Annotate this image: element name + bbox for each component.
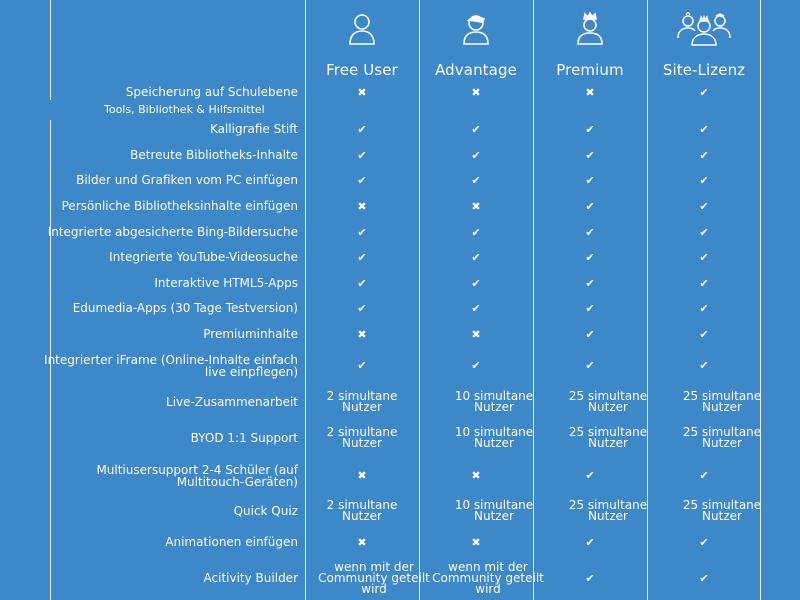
check-icon: ✔ xyxy=(699,301,709,315)
feature-cell xyxy=(533,123,647,135)
cross-icon: ✖ xyxy=(357,85,367,99)
column-header-free xyxy=(305,0,419,84)
section-label: Tools, Bibliothek & Hilfsmittel xyxy=(104,103,265,116)
check-icon: ✔ xyxy=(585,301,595,315)
feature-cell xyxy=(305,359,419,371)
feature-label: Bilder und Grafiken vom PC einfügen xyxy=(76,173,298,187)
cross-icon: ✖ xyxy=(357,327,367,341)
feature-cell xyxy=(305,226,419,238)
feature-cell xyxy=(647,277,761,289)
feature-cell xyxy=(533,277,647,289)
feature-label: Interaktive HTML5-Apps xyxy=(154,276,298,290)
feature-cell xyxy=(305,200,419,212)
user-icon xyxy=(347,12,377,50)
feature-label: Kalligrafie Stift xyxy=(209,122,298,136)
feature-label: Betreute Bibliotheks-Inhalte xyxy=(130,148,298,162)
feature-cell xyxy=(647,469,761,481)
check-icon: ✔ xyxy=(699,327,709,341)
grid-line-left-top xyxy=(50,0,51,100)
check-icon: ✔ xyxy=(585,199,595,213)
feature-cell xyxy=(533,572,647,584)
feature-label: BYOD 1:1 Support xyxy=(190,431,298,445)
check-icon: ✔ xyxy=(699,571,709,585)
feature-cell xyxy=(533,226,647,238)
feature-cell xyxy=(419,302,533,314)
cross-icon: ✖ xyxy=(471,468,481,482)
feature-label: Integrierter iFrame (Online-Inhalte einfach live einpflegen) xyxy=(44,353,298,379)
feature-cell-text: wenn mit der Community geteilt wird xyxy=(318,559,430,596)
check-icon: ✔ xyxy=(585,122,595,136)
feature-label: Animationen einfügen xyxy=(165,535,298,549)
feature-cell xyxy=(305,251,419,263)
check-icon: ✔ xyxy=(357,122,367,136)
feature-cell-text: 10 simultane Nutzer xyxy=(454,498,534,523)
user-cap-icon xyxy=(461,12,491,50)
cross-icon: ✖ xyxy=(357,468,367,482)
check-icon: ✔ xyxy=(585,468,595,482)
feature-cell xyxy=(419,200,533,212)
feature-cell-text: 2 simultane Nutzer xyxy=(326,425,398,450)
check-icon: ✔ xyxy=(699,250,709,264)
check-icon: ✔ xyxy=(699,468,709,482)
feature-cell xyxy=(419,174,533,186)
check-icon: ✔ xyxy=(699,122,709,136)
check-icon: ✔ xyxy=(357,301,367,315)
check-icon: ✔ xyxy=(357,250,367,264)
check-icon: ✔ xyxy=(699,85,709,99)
cross-icon: ✖ xyxy=(471,535,481,549)
feature-label: Integrierte abgesicherte Bing-Bildersuche xyxy=(47,225,298,239)
feature-label: Acitivity Builder xyxy=(203,571,298,585)
feature-cell xyxy=(647,536,761,548)
check-icon: ✔ xyxy=(471,122,481,136)
feature-cell xyxy=(647,359,761,371)
feature-cell xyxy=(533,149,647,161)
feature-cell xyxy=(533,469,647,481)
feature-cell xyxy=(419,359,533,371)
feature-cell-text: 2 simultane Nutzer xyxy=(326,389,398,414)
feature-cell xyxy=(647,302,761,314)
feature-cell-text: wenn mit der Community geteilt wird xyxy=(432,559,544,596)
feature-cell xyxy=(533,328,647,340)
feature-cell-text: 25 simultane Nutzer xyxy=(568,498,648,523)
feature-cell-text: 25 simultane Nutzer xyxy=(682,389,762,414)
feature-cell xyxy=(533,536,647,548)
check-icon: ✔ xyxy=(471,276,481,290)
check-icon: ✔ xyxy=(471,301,481,315)
check-icon: ✔ xyxy=(585,148,595,162)
column-title: Free User xyxy=(326,61,398,79)
feature-cell xyxy=(419,226,533,238)
feature-cell xyxy=(419,251,533,263)
feature-cell xyxy=(647,572,761,584)
check-icon: ✔ xyxy=(471,225,481,239)
check-icon: ✔ xyxy=(585,535,595,549)
feature-label: Quick Quiz xyxy=(233,504,298,518)
check-icon: ✔ xyxy=(585,276,595,290)
feature-cell xyxy=(533,302,647,314)
feature-label: Edumedia-Apps (30 Tage Testversion) xyxy=(72,301,298,315)
column-title: Premium xyxy=(556,61,624,79)
feature-cell xyxy=(533,86,647,98)
column-header-site xyxy=(647,0,761,84)
cross-icon: ✖ xyxy=(471,327,481,341)
check-icon: ✔ xyxy=(585,571,595,585)
feature-cell xyxy=(305,328,419,340)
check-icon: ✔ xyxy=(357,358,367,372)
check-icon: ✔ xyxy=(357,276,367,290)
check-icon: ✔ xyxy=(699,148,709,162)
feature-cell xyxy=(419,469,533,481)
feature-label: Multiusersupport 2-4 Schüler (auf Multitouch-Geräten) xyxy=(96,463,298,489)
feature-cell xyxy=(647,174,761,186)
cross-icon: ✖ xyxy=(471,85,481,99)
feature-cell-text: 25 simultane Nutzer xyxy=(568,389,648,414)
feature-cell xyxy=(647,226,761,238)
check-icon: ✔ xyxy=(585,250,595,264)
check-icon: ✔ xyxy=(699,225,709,239)
feature-cell xyxy=(647,200,761,212)
feature-cell xyxy=(305,277,419,289)
feature-label: Live-Zusammenarbeit xyxy=(166,395,298,409)
cross-icon: ✖ xyxy=(357,535,367,549)
column-title: Advantage xyxy=(435,61,517,79)
check-icon: ✔ xyxy=(471,250,481,264)
check-icon: ✔ xyxy=(357,173,367,187)
feature-cell xyxy=(647,123,761,135)
check-icon: ✔ xyxy=(585,327,595,341)
feature-cell xyxy=(647,149,761,161)
check-icon: ✔ xyxy=(699,199,709,213)
feature-cell xyxy=(533,251,647,263)
feature-cell xyxy=(647,328,761,340)
check-icon: ✔ xyxy=(471,173,481,187)
feature-cell-text: 25 simultane Nutzer xyxy=(682,425,762,450)
column-title: Site-Lizenz xyxy=(662,61,746,79)
feature-cell xyxy=(533,359,647,371)
feature-cell-text: 25 simultane Nutzer xyxy=(682,498,762,523)
feature-cell xyxy=(305,302,419,314)
feature-cell xyxy=(419,328,533,340)
feature-cell-text: 10 simultane Nutzer xyxy=(454,425,534,450)
check-icon: ✔ xyxy=(357,148,367,162)
check-icon: ✔ xyxy=(699,173,709,187)
feature-cell-text: 10 simultane Nutzer xyxy=(454,389,534,414)
column-header-premium xyxy=(533,0,647,84)
feature-label: Premiuminhalte xyxy=(203,327,298,341)
feature-label: Integrierte YouTube-Videosuche xyxy=(109,250,298,264)
feature-cell xyxy=(419,536,533,548)
feature-cell xyxy=(305,536,419,548)
check-icon: ✔ xyxy=(585,225,595,239)
check-icon: ✔ xyxy=(471,358,481,372)
feature-cell xyxy=(419,149,533,161)
check-icon: ✔ xyxy=(585,358,595,372)
check-icon: ✔ xyxy=(585,173,595,187)
feature-cell xyxy=(533,174,647,186)
users-group-icon xyxy=(676,12,732,50)
feature-label: Persönliche Bibliotheksinhalte einfügen xyxy=(61,199,298,213)
feature-cell xyxy=(419,86,533,98)
check-icon: ✔ xyxy=(471,148,481,162)
cross-icon: ✖ xyxy=(471,199,481,213)
feature-label: Speicherung auf Schulebene xyxy=(125,85,298,99)
cross-icon: ✖ xyxy=(585,85,595,99)
column-header-advantage xyxy=(419,0,533,84)
check-icon: ✔ xyxy=(699,535,709,549)
feature-cell xyxy=(533,200,647,212)
feature-cell-text: 2 simultane Nutzer xyxy=(326,498,398,523)
feature-cell xyxy=(419,123,533,135)
feature-cell xyxy=(305,149,419,161)
check-icon: ✔ xyxy=(699,358,709,372)
check-icon: ✔ xyxy=(357,225,367,239)
feature-cell xyxy=(305,469,419,481)
feature-cell xyxy=(305,123,419,135)
feature-cell xyxy=(419,277,533,289)
feature-cell xyxy=(647,86,761,98)
feature-cell xyxy=(647,251,761,263)
feature-cell xyxy=(305,86,419,98)
user-crown-icon xyxy=(575,12,605,50)
check-icon: ✔ xyxy=(699,276,709,290)
feature-cell xyxy=(305,174,419,186)
feature-cell-text: 25 simultane Nutzer xyxy=(568,425,648,450)
cross-icon: ✖ xyxy=(357,199,367,213)
